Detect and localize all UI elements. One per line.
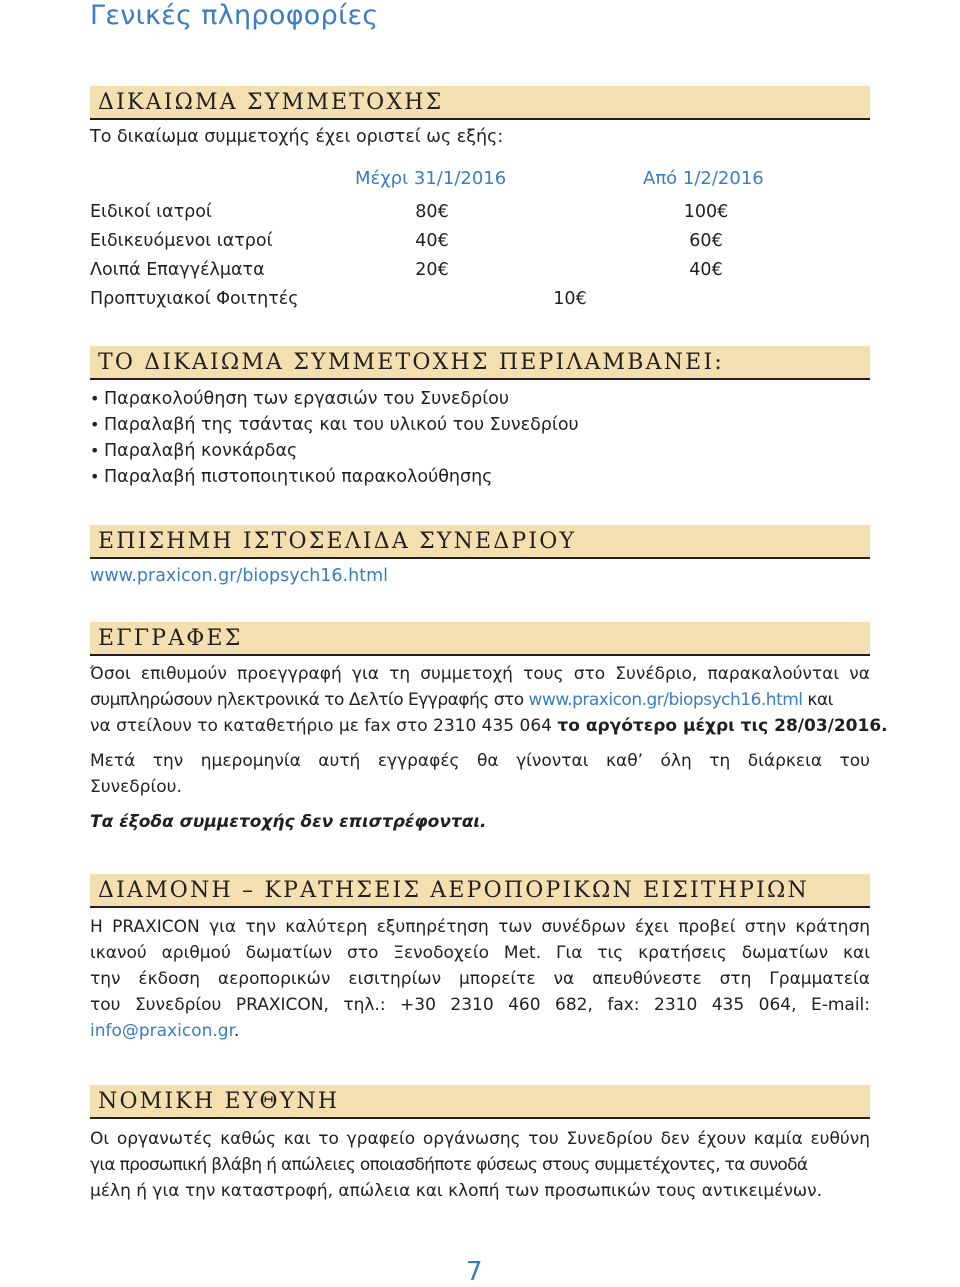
accommodation-section-header (90, 874, 870, 908)
liability-title: ΝΟΜΙΚΗ ΕΥΘΥΝΗ (98, 1089, 340, 1114)
registration-line: Όσοι επιθυμούν προεγγραφή για τη συμμετοχή τους στο Συνέδριο, παρακαλούνται να (90, 664, 870, 684)
includes-section-header (90, 346, 870, 380)
registration-line: να στείλουν το καταθετήριο με fax στο 2310 435 064 το αργότερο μέχρι τις 28/03/2016. (90, 716, 888, 736)
bullet-icon: • (90, 415, 100, 434)
accommodation-title: ΔΙΑΜΟΝΗ – ΚΡΑΤΗΣΕΙΣ ΑΕΡΟΠΟΡΙΚΩΝ ΕΙΣΙΤΗΡΙΩΝ (98, 878, 809, 903)
registration-line: συμπληρώσουν ηλεκτρονικά το Δελτίο Εγγραφής στο www.praxicon.gr/biopsych16.html και (90, 690, 833, 710)
fee-value-until: 20€ (415, 260, 449, 280)
fee-value-until: 40€ (415, 231, 449, 251)
includes-list (90, 386, 579, 490)
bullet-icon: • (90, 441, 100, 460)
liability-line: μέλη ή για την καταστροφή, απώλεια και κλοπή των προσωπικών τους αντικειμένων. (90, 1181, 823, 1201)
deadline-text: το αργότερο μέχρι τις 28/03/2016 (557, 716, 882, 736)
liability-line: για προσωπική βλάβη ή απώλειες οποιασδήποτε φύσεως στους συμμετέχοντες, τα συνοδά (90, 1155, 808, 1175)
accommodation-paragraph (90, 914, 870, 1044)
includes-title: ΤΟ ΔΙΚΑΙΩΜΑ ΣΥΜΜΕΤΟΧΗΣ ΠΕΡΙΛΑΜΒΑΝΕΙ: (98, 350, 724, 375)
page-heading: Γενικές πληροφορίες (90, 0, 379, 31)
accommodation-line: info@praxicon.gr. (90, 1021, 240, 1041)
list-item: • Παραλαβή της τσάντας και του υλικού του Συνεδρίου (90, 412, 579, 438)
column-header-from: Από 1/2/2016 (643, 168, 764, 189)
fees-intro: Το δικαίωμα συμμετοχής έχει οριστεί ως εξής: (90, 127, 504, 147)
fee-row-label: Προπτυχιακοί Φοιτητές (90, 289, 299, 309)
column-header-until: Μέχρι 31/1/2016 (355, 168, 507, 189)
fees-section-header (90, 86, 870, 120)
registration-title: ΕΓΓΡΑΦΕΣ (98, 626, 243, 651)
fee-value-until: 80€ (415, 202, 449, 222)
fee-value-from: 40€ (689, 260, 723, 280)
accommodation-line: του Συνεδρίου PRAXICON, τηλ.: +30 2310 460 682, fax: 2310 435 064, E-mail: (90, 995, 870, 1015)
fee-row-label: Λοιπά Επαγγέλματα (90, 260, 265, 280)
refund-note: Τα έξοδα συμμετοχής δεν επιστρέφονται. (90, 812, 487, 832)
list-item: • Παραλαβή κονκάρδας (90, 438, 579, 464)
fee-row-label: Ειδικευόμενοι ιατροί (90, 231, 273, 251)
registration-paragraph (90, 661, 888, 739)
registration-paragraph-2 (90, 748, 870, 800)
liability-line: Οι οργανωτές καθώς και το γραφείο οργάνωσης του Συνεδρίου δεν έχουν καμία ευθύνη (90, 1129, 870, 1149)
accommodation-line: Η PRAXICON για την καλύτερη εξυπηρέτηση των συνέδρων έχει προβεί στην κράτηση (90, 917, 870, 937)
fee-row-label: Ειδικοί ιατροί (90, 202, 212, 222)
accommodation-line: την έκδοση αεροπορικών εισιτηρίων μπορείτε να απευθύνεστε στη Γραμματεία (90, 969, 870, 989)
list-item: • Παρακολούθηση των εργασιών του Συνεδρίου (90, 386, 579, 412)
list-item: • Παραλαβή πιστοποιητικού παρακολούθησης (90, 464, 579, 490)
accommodation-line: ικανού αριθμού δωματίων στο Ξενοδοχείο Met. Για τις κρατήσεις δωματίων και (90, 943, 870, 963)
bullet-icon: • (90, 389, 100, 408)
liability-paragraph (90, 1126, 870, 1204)
fee-value-single: 10€ (553, 289, 587, 309)
registration-line: Συνεδρίου. (90, 777, 182, 797)
registration-section-header (90, 622, 870, 656)
fees-title: ΔΙΚΑΙΩΜΑ ΣΥΜΜΕΤΟΧΗΣ (98, 90, 444, 115)
registration-line: Μετά την ημερομηνία αυτή εγγραφές θα γίνονται καθ’ όλη τη διάρκεια του (90, 751, 870, 771)
fee-value-from: 100€ (683, 202, 729, 222)
registration-form-link[interactable]: www.praxicon.gr/biopsych16.html (528, 690, 803, 710)
email-link[interactable]: info@praxicon.gr (90, 1021, 235, 1041)
liability-section-header (90, 1085, 870, 1119)
website-section-header (90, 525, 870, 559)
fee-value-from: 60€ (689, 231, 723, 251)
bullet-icon: • (90, 467, 100, 486)
website-title: ΕΠΙΣΗΜΗ ΙΣΤΟΣΕΛΙΔΑ ΣΥΝΕΔΡΙΟΥ (98, 529, 577, 554)
website-link[interactable]: www.praxicon.gr/biopsych16.html (90, 566, 388, 586)
page-number: 7 (466, 1257, 483, 1287)
